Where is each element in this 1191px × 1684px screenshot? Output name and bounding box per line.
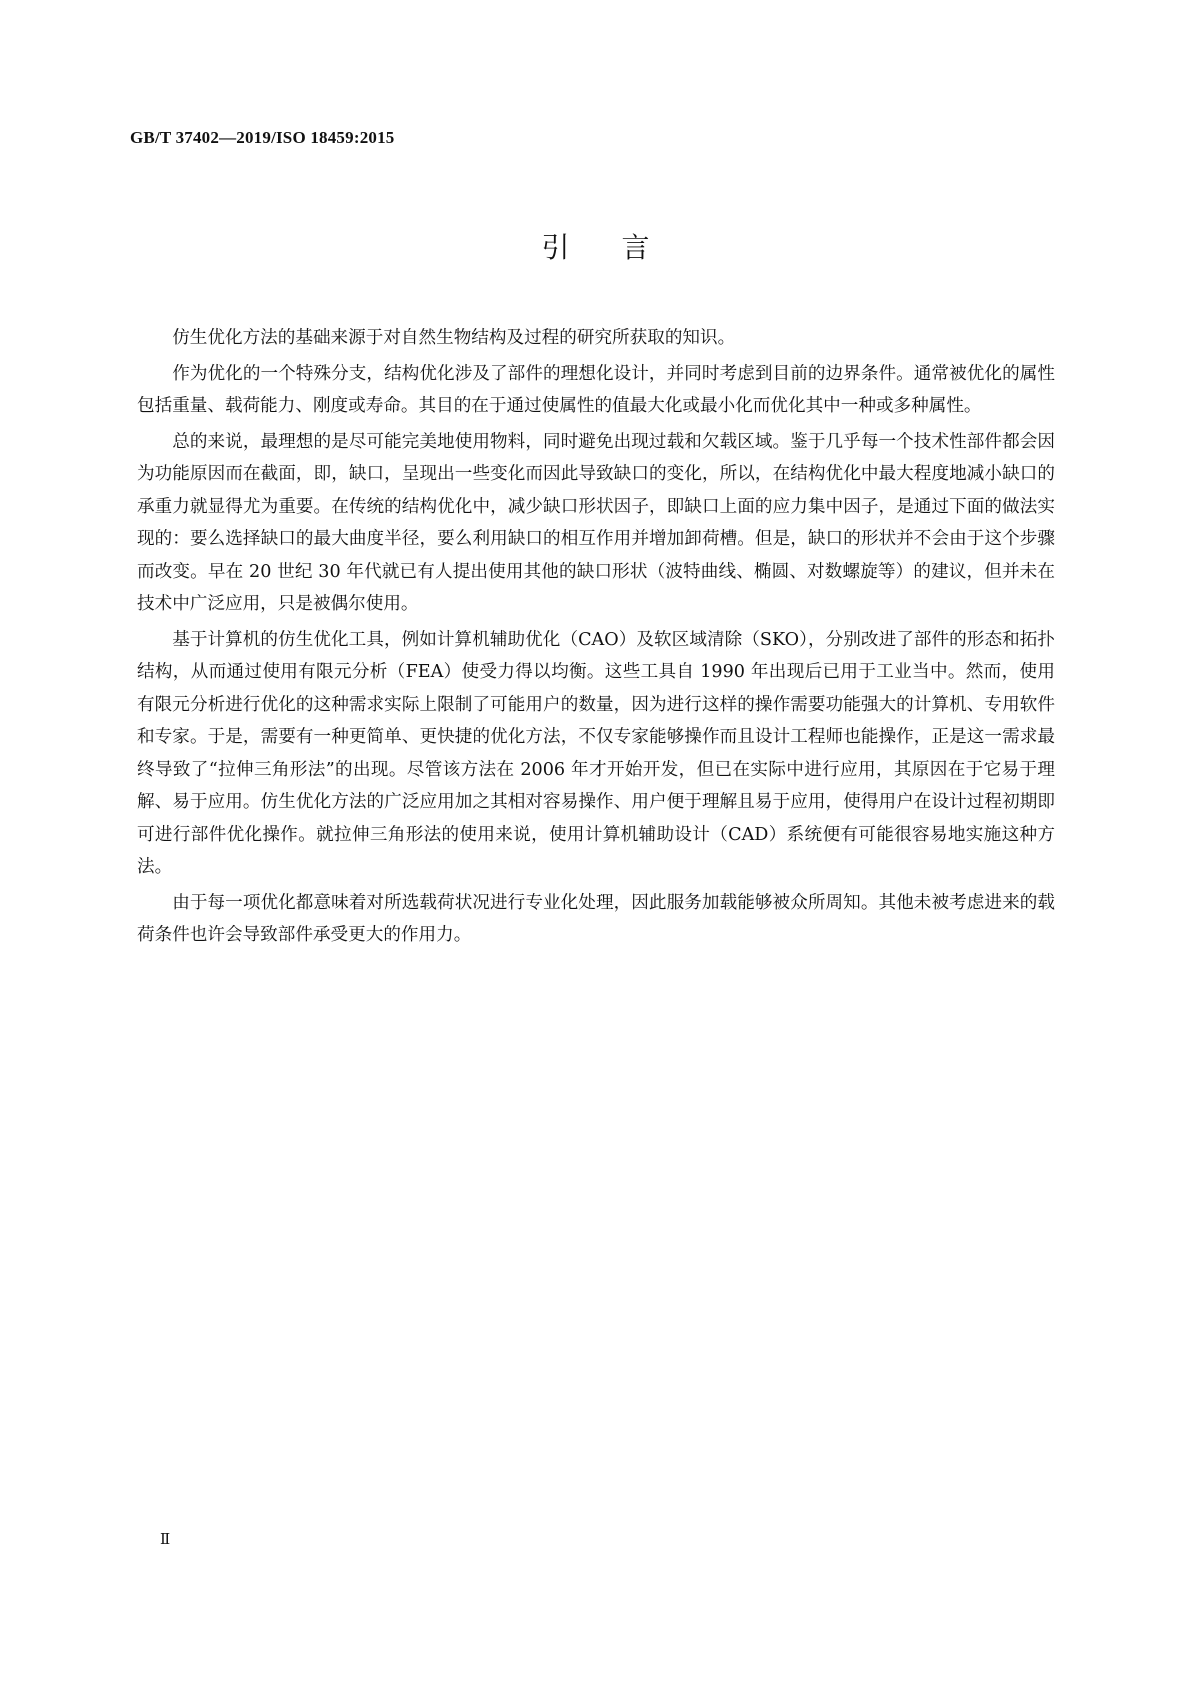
page-number: Ⅱ	[160, 1532, 171, 1548]
standard-number: GB/T 37402—2019/ISO 18459:2015	[130, 128, 395, 147]
paragraph: 仿生优化方法的基础来源于对自然生物结构及过程的研究所获取的知识。	[172, 328, 736, 348]
paragraph: 作为优化的一个特殊分支，结构优化涉及了部件的理想化设计，并同时考虑到目前的边界条件。通常被优化的属性包括重量、载荷能力、刚度或寿命。其目的在于通过使属性的值最大化或最小化而优化其中一种或多种属性。	[137, 363, 1055, 416]
paragraph: 由于每一项优化都意味着对所选载荷状况进行专业化处理，因此服务加载能够被众所周知。其他未被考虑进来的载荷条件也许会导致部件承受更大的作用力。	[137, 892, 1055, 945]
document-body	[137, 322, 1055, 955]
paragraph: 基于计算机的仿生优化工具，例如计算机辅助优化（CAO）及软区域清除（SKO），分别改进了部件的形态和拓扑结构，从而通过使用有限元分析（FEA）使受力得以均衡。这些工具自 1990 年出现后已用于工业当中。然而，使用有限元分析进行优化的这种需求实际上限制了可能用户的数量，因为进行这样的操作需要功能强大的计算机、专用软件和专家。于是，需要有一种更简单、更快捷的优化方法，不仅专家能够操作而且设计工程师也能操作，正是这一需求最终导致了“拉伸三角形法”的出现。尽管该方法在 2006 年才开始开发，但已在实际中进行应用，其原因在于它易于理解、易于应用。仿生优化方法的广泛应用加之其相对容易操作、用户便于理解且易于应用，使得用户在设计过程初期即可进行部件优化操作。就拉伸三角形法的使用来说，使用计算机辅助设计（CAD）系统便有可能很容易地实施这种方法。	[137, 629, 1055, 877]
page-title: 引言	[541, 231, 702, 264]
paragraph: 总的来说，最理想的是尽可能完美地使用物料，同时避免出现过载和欠载区域。鉴于几乎每一个技术性部件都会因为功能原因而在截面，即，缺口，呈现出一些变化而因此导致缺口的变化，所以，在结构优化中最大程度地减小缺口的承重力就显得尤为重要。在传统的结构优化中，减少缺口形状因子，即缺口上面的应力集中因子，是通过下面的做法实现的：要么选择缺口的最大曲度半径，要么利用缺口的相互作用并增加卸荷槽。但是，缺口的形状并不会由于这个步骤而改变。早在 20 世纪 30 年代就已有人提出使用其他的缺口形状（波特曲线、椭圆、对数螺旋等）的建议，但并未在技术中广泛应用，只是被偶尔使用。	[137, 431, 1055, 614]
